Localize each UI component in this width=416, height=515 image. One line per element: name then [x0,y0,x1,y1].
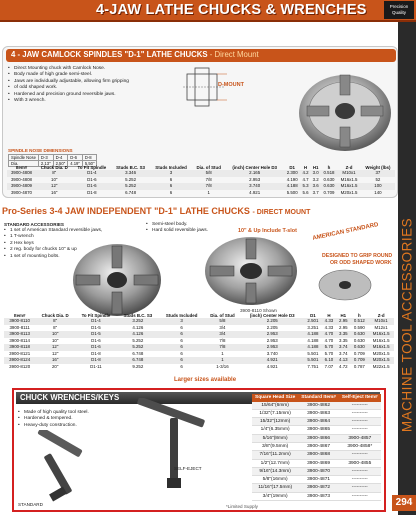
column-header: Studs B.C. S3 [116,165,145,170]
table-cell: D1-11 [90,363,102,369]
table-cell: 3900-4866 [298,434,339,442]
column-header: h [358,313,361,318]
table-cell: 3900-4872 [298,484,339,492]
column-header: To Fit Spindle [77,165,107,170]
table-cell: ---------- [339,402,381,410]
table-cell: 2.953 [266,337,278,343]
table-cell: 5.70 [324,350,334,356]
spindle-nose-title: SPINDLE NOSE DIMENSIONS [8,148,73,153]
table-cell: 9/16"(14.3mm) [252,467,298,475]
camlock-spec-table [7,165,395,196]
self-eject-label: SELF-EJECT [174,466,202,471]
table-cell: 0.630 [353,337,365,343]
table-cell: 0.630 [321,183,337,190]
table-cell: M16x1.5 [340,176,358,182]
page-title: 4-JAW LATHE CHUCKS & WRENCHES [96,2,367,18]
table-cell: 5.70 [322,344,336,351]
table-cell: 10" [35,331,75,338]
chuck-front-image [196,233,306,309]
table-row [252,484,381,492]
designed-label-line1: DESIGNED TO GRIP ROUND [322,253,393,259]
brand-logo: Precision Quality [384,1,414,19]
table-row [252,476,381,484]
dmount-label: D-MOUNT [218,82,244,88]
table-cell: 3.74 [336,344,350,351]
table-cell: 3.740 [225,183,284,190]
table-cell: 3900-4808 [7,170,36,177]
table-cell: 3900-4855 [339,459,381,467]
table-cell: M12x1 [374,324,388,330]
table-row [252,434,381,442]
table-cell: 3.6 [311,183,321,190]
table-cell: 0.512 [351,318,369,325]
table-cell: 7/16"(11.2mm) [252,451,298,459]
table-cell: 3900-4864 [298,418,339,426]
list-item: • Hardened and precision ground reversible jaws. [8,92,129,98]
table-cell: 4.70 [322,331,336,338]
table-cell: 6.748 [132,350,144,356]
table-cell: 3.35 [336,331,350,338]
list-item: • 1 T-wrench [4,234,102,240]
table-cell: ---------- [339,426,381,434]
table-cell: 0.630 [351,331,369,338]
list-item: • Semi-steel body. [146,222,208,228]
limited-supply-label: *Limited Supply [226,504,258,509]
table-cell: 5.501 [307,350,319,356]
column-header: Studs Included [165,313,198,318]
table-cell: 100 [361,183,395,190]
table-cell: ---------- [339,467,381,475]
table-cell: 3900-8113 [4,331,35,338]
larger-sizes-label: Larger sizes available [174,377,237,383]
column-header: Dia. of Stud [210,313,235,318]
table-cell: 3900-8114 [9,337,30,343]
table-cell: 6.748 [117,357,159,364]
page-header [0,0,416,22]
table-cell: 7/8 [204,344,240,351]
table-cell: D1-4 [75,318,117,325]
table-cell: 0.709 [353,350,365,356]
table-cell: M10x1 [368,318,394,325]
table-cell: 3900-8110 [4,318,35,325]
table-cell: 3900-4858* [339,442,381,450]
table-cell: 15/32"(12mm) [252,418,298,426]
table-cell: 4.188 [307,337,319,343]
table-cell: 4.2 [300,170,310,177]
column-header: Self-Eject Item# [339,394,381,402]
table-cell: 5.500 [286,189,298,195]
table-cell: ---------- [339,451,381,459]
table-cell: 2.300 [284,170,300,177]
list-item: • Made of high quality tool steel. [18,410,89,416]
table-row [4,364,394,371]
table-cell: D1-6 [73,183,112,190]
section-independent-header [2,206,310,216]
table-cell: D-8 [82,155,97,161]
table-cell: 3900-4868 [298,451,339,459]
table-cell: 7.07 [324,363,334,369]
table-cell: 5.252 [111,183,150,190]
table-cell: D-4 [53,155,68,161]
column-header: Z-d [345,165,353,170]
standard-label: STANDARD [18,502,43,507]
table-cell: 5.3 [300,183,310,190]
table-cell: 3.2 [312,176,319,182]
table-cell: ---------- [339,484,381,492]
section-camlock-chucks [2,46,398,198]
table-cell: 4.190 [286,176,298,182]
table-cell: 5/8 [204,318,240,325]
table-cell: 1/32"(7.15mm) [252,409,298,417]
table-cell: 0.518 [321,170,337,177]
table-cell: Dia. [9,161,39,167]
table-cell: 6 [150,183,192,190]
table-cell: 3900-4862 [298,402,339,410]
column-header: Chuck Dia. D [40,165,68,170]
table-cell: 0.630 [351,344,369,351]
table-cell: 6 [159,331,205,338]
table-cell: 5/8"(16mm) [252,476,298,484]
table-cell: 3 [150,170,192,177]
table-cell: M16x1.5 [337,183,361,190]
table-cell: 1 [204,357,240,364]
table-cell: 2.205 [266,324,278,330]
table-cell: 15/64"(6mm) [252,402,298,410]
table-cell: 6 [180,350,183,356]
table-cell: 3.74 [339,350,348,356]
table-cell: 4.33 [322,318,336,325]
column-header: h [327,165,331,170]
table-cell: 6 [159,357,205,364]
list-item: • of odd shaped work. [8,85,129,91]
designed-label-line2: OR ODD SHAPED WORK [330,260,392,266]
table-cell: 4.19" [68,161,83,167]
table-cell: 3900-4857 [339,434,381,442]
column-header: Item# [15,165,28,170]
list-item: • With 3 wrench. [8,98,129,104]
table-cell: D1-6 [87,176,97,182]
side-band-text: MACHINE TOOL ACCESSORIES [399,217,415,433]
table-cell: 11/16"(17.5mm) [252,484,298,492]
table-header-row [252,394,381,402]
list-item: • 2 Hex keys [4,241,102,247]
table-cell: 4.126 [132,324,144,330]
column-header: (inch) Center Hole D3 [232,165,277,170]
list-item: • 1 set of mounting bolts. [4,254,102,260]
column-header: Dia. of Stud [196,165,221,170]
table-cell: 3900-4863 [298,409,339,417]
table-cell: Spindle Nose [9,155,39,161]
dmount-diagram [181,66,231,108]
table-row [252,426,381,434]
table-cell: 3900-8111 [9,324,30,330]
table-cell: 2.953 [249,176,261,182]
list-item: • 1 set of American Standard reversible jaws, [4,228,102,234]
table-cell: 12" [51,350,59,356]
table-cell: 6 [169,189,173,195]
table-row [252,402,381,410]
table-cell: 1/4"(6.35mm) [252,426,298,434]
table-cell: 4.33 [324,324,334,330]
table-cell: 2.205 [240,318,304,325]
column-header: Standard Item# [298,394,339,402]
list-item: • Heavy-duty construction. [18,423,89,429]
table-row [252,467,381,475]
list-item: • Direct Mounting chuck with Camlock Nose. [8,66,129,72]
column-header: Studs Included [155,165,187,170]
table-cell: 3.35 [339,337,348,343]
section-wrenches-title: CHUCK WRENCHES/KEYS [20,393,120,402]
table-cell: 9.252 [132,363,144,369]
table-cell: D-6 [68,155,83,161]
table-cell: 3.346 [111,170,150,177]
wrench-features-list [18,410,89,429]
table-cell: 2.95 [336,318,350,325]
table-cell: 3/4"(19mm) [252,492,298,500]
table-cell: 10" [51,176,58,182]
table-cell: 3.0 [311,170,321,177]
table-cell: 5.501 [304,357,322,364]
column-header: Z-d [377,313,385,318]
table-cell: D1-8 [75,357,117,364]
table-cell: 5.252 [117,344,159,351]
table-cell: D1-5 [91,324,101,330]
table-cell: M10x1 [337,170,361,177]
table-cell: 6 [180,337,183,343]
list-item: • Hardened & tempered. [18,416,89,422]
section-camlock-header [6,49,396,62]
table-cell: 5.252 [125,176,137,182]
table-cell: 8" [36,170,73,177]
table-cell: 3/4 [219,324,226,330]
column-header: H [303,165,308,170]
table-cell: 3.7 [312,189,319,195]
table-cell: 6 [180,363,183,369]
column-header: Chuck Dia. D [41,313,69,318]
table-cell: 6.748 [125,189,137,195]
table-cell: 3900-8124 [4,357,35,364]
table-cell: 7/8 [205,176,212,182]
table-cell: 3/8"(9.5mm) [252,442,298,450]
table-cell: ---------- [339,409,381,417]
table-cell: 20" [51,363,59,369]
table-cell: 0.630 [323,176,335,182]
table-cell: D1-8 [91,350,101,356]
column-header: To Fit Spindle [81,313,111,318]
table-cell: 3900-4869 [298,459,339,467]
table-cell: 3.251 [307,324,319,330]
table-cell: 6 [180,324,183,330]
table-cell: 3900-4808 [10,176,32,182]
table-cell: 2.953 [240,331,304,338]
table-cell: 8" [53,324,58,330]
self-eject-wrench-image [126,398,216,498]
table-cell: 3900-4873 [298,492,339,500]
table-cell: 3/4 [204,331,240,338]
table-cell: 4.72 [339,363,348,369]
table-cell: 3900-4809 [7,183,36,190]
table-cell: D1-6 [75,344,117,351]
column-header: D1 [289,165,296,170]
section-camlock-subtitle: - Direct Mount [209,50,259,59]
camlock-features-list [8,66,129,104]
table-cell: 1/2"(12.7mm) [252,459,298,467]
table-cell: M16x1.5 [372,337,390,343]
table-cell: 4.188 [284,183,300,190]
list-item: • Body made of high grade semi-steel. [8,72,129,78]
table-cell: M16x1.5 [368,331,394,338]
table-cell: 8" [35,318,75,325]
table-cell: 4.7 [302,176,309,182]
table-cell: 2.50" [53,161,68,167]
table-cell: 1-3/16 [216,363,229,369]
side-band [398,22,416,515]
table-cell: 3900-4871 [298,476,339,484]
table-cell: 16" [51,189,58,195]
page-number: 294 [392,495,416,511]
section-independent-subtitle: - DIRECT MOUNT [252,209,311,216]
table-cell: 4.921 [249,189,261,195]
column-header: H [327,313,331,318]
american-standard-label: AMERICAN STANDARD [312,222,379,242]
table-cell: 5/16"(8mm) [252,434,298,442]
table-cell: 37 [361,170,395,177]
table-cell: 140 [374,189,382,195]
table-cell: M20x1.5 [368,357,394,364]
table-cell: M16x1.5 [368,344,394,351]
table-cell: 3900-4870 [298,467,339,475]
table-cell: 3.252 [117,318,159,325]
column-header: Weight (lbs) [365,165,391,170]
table-cell: 3 [159,318,205,325]
section-independent-series: Pro-Series [2,206,48,216]
table-cell: D-3 [38,155,53,161]
table-cell: 7.751 [307,363,319,369]
table-cell: 7/8 [219,337,226,343]
table-cell: ---------- [339,492,381,500]
table-cell: 12" [36,183,73,190]
independent-spec-table [4,313,394,370]
table-cell: 3900-4870 [10,189,32,195]
table-cell: M20x1.5 [372,350,390,356]
column-header: Studs B.C. S3 [123,313,153,318]
table-cell: 5.50" [82,161,97,167]
table-cell: 4.126 [117,331,159,338]
table-cell: 6 [159,344,205,351]
table-row [252,409,381,417]
table-row [252,442,381,450]
table-cell: 3900-8121 [9,350,31,356]
shown-label: 3900-8110 Shown [240,308,277,313]
column-header: H1 [340,313,347,318]
table-cell: M22x1.5 [372,363,390,369]
table-cell: 0.787 [353,363,365,369]
list-item: • Hard solid reversible jaws. [146,228,208,234]
table-cell: 10" [51,337,59,343]
table-cell: 3900-4867 [298,442,339,450]
section-wrenches [12,388,386,512]
section-camlock-title: 4 - JAW CAMLOCK SPINDLES "D-1" LATHE CHUCKS [11,50,208,59]
table-cell: 52 [375,176,381,182]
table-cell: 7/8 [192,183,225,190]
table-cell: 12" [35,344,75,351]
table-cell: 5.252 [132,337,144,343]
table-cell: 4.188 [304,344,322,351]
table-cell: 2.501 [304,318,322,325]
table-cell: 6 [169,176,173,182]
table-cell: 4.921 [240,357,304,364]
table-cell: 3900-8118 [4,344,35,351]
table-cell: 2.95 [339,324,348,330]
table-cell: 1 [221,350,224,356]
column-header: (inch) Center Hole D3 [249,313,295,318]
table-cell: 5.6 [302,189,309,195]
table-cell: 0.709 [323,189,335,195]
list-item: • Jaws are individually adjustable, allowing firm gripping [8,79,129,85]
table-cell: D1-5 [75,331,117,338]
table-cell: 4.70 [324,337,334,343]
table-cell: 5/8 [192,170,225,177]
table-cell: 2.953 [240,344,304,351]
chuck-small-image [316,268,374,302]
column-header: Item# [13,313,26,318]
wrench-table [252,394,381,501]
tslot-label: 10" & Up Include T-slot [238,228,297,234]
table-cell: 3900-8120 [9,363,31,369]
table-cell: 3.740 [266,350,278,356]
table-row [252,492,381,500]
column-header: H1 [312,165,319,170]
list-item: • 2 reg. body for chucks 10" & up [4,247,102,253]
table-cell: 2.13" [38,161,53,167]
column-header: D1 [310,313,316,318]
table-cell: 4.921 [266,363,278,369]
table-cell: ---------- [339,476,381,484]
section-independent-title: 3-4 JAW INDEPENDENT "D-1" LATHE CHUCKS [49,206,250,216]
column-header: Square Head Size [252,394,298,402]
table-cell: ---------- [339,418,381,426]
table-cell: 6.10 [322,357,336,364]
table-cell: D1-8 [87,189,97,195]
table-row [252,451,381,459]
table-cell: D1-4 [73,170,112,177]
table-cell: 3900-4865 [298,426,339,434]
table-row [7,190,395,197]
table-cell: M20x1.5 [340,189,358,195]
standard-wrench-image [24,430,134,506]
table-cell: 4.188 [304,331,322,338]
table-cell: 4.13 [336,357,350,364]
table-row [252,418,381,426]
camlock-chuck-image [293,63,397,155]
table-row [252,459,381,467]
chuck-side-image [62,240,172,320]
table-cell: 16" [35,357,75,364]
table-cell: 0.709 [351,357,369,364]
accessories-title: STANDARD ACCESSORIES [4,222,64,227]
table-cell: D1-6 [91,337,101,343]
table-cell: 0.590 [353,324,365,330]
table-cell: 2.165 [225,170,284,177]
table-cell: 1 [207,189,210,195]
